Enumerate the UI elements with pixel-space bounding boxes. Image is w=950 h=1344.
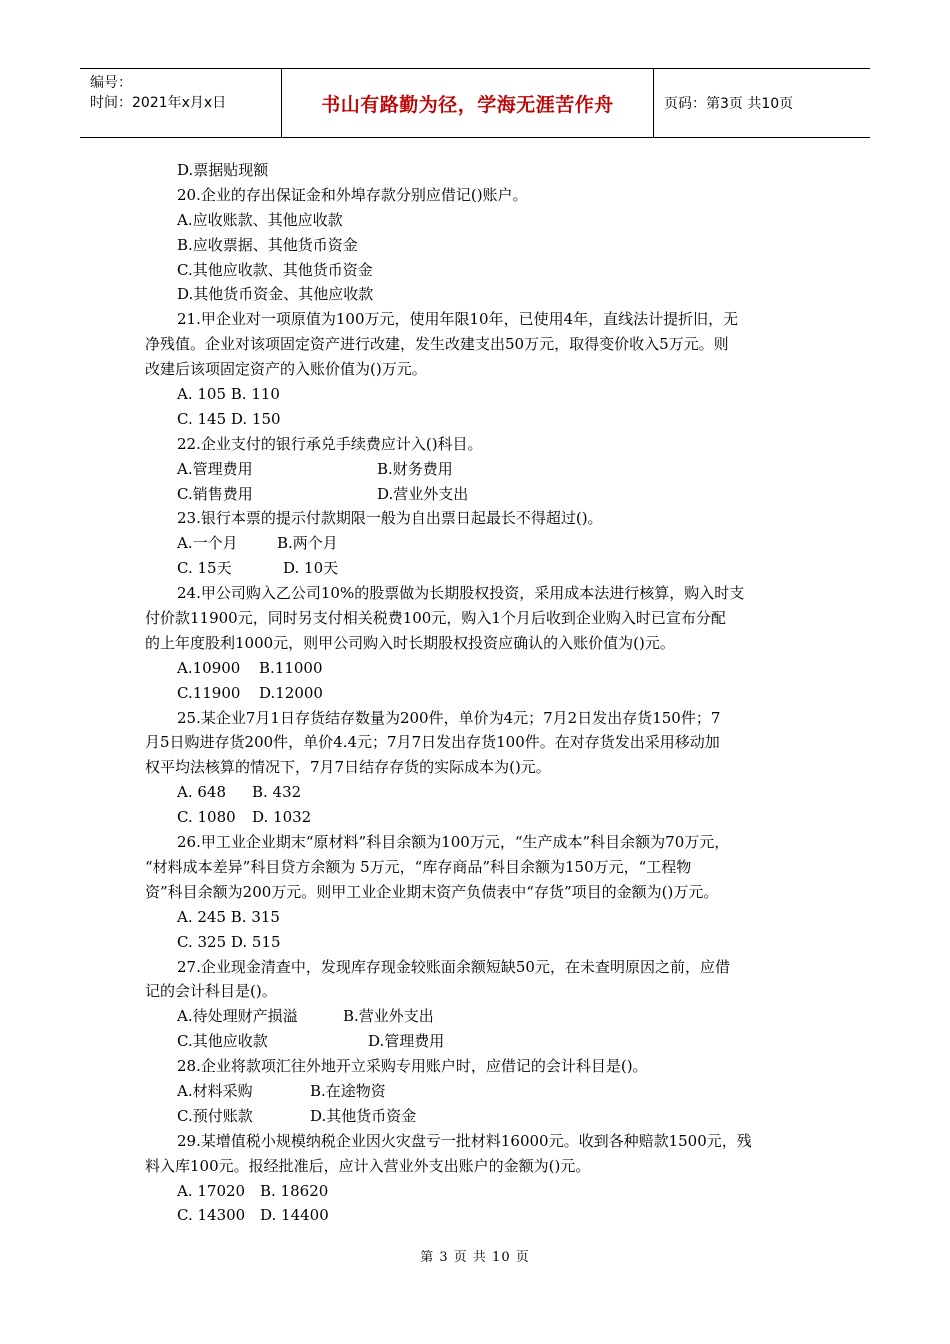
option-line [145, 1104, 811, 1129]
header-info-cell [80, 69, 282, 137]
page-footer: 第 3 页 共 10 页 [420, 1250, 530, 1265]
option-a: A. 17020 [177, 1181, 246, 1200]
header-page-label: 页码：第3页 共10页 [664, 96, 794, 112]
option-line [145, 1004, 811, 1029]
option-line: A. 105 B. 110 [177, 385, 280, 404]
option-line [145, 681, 811, 706]
question-20: 20.企业的存出保证金和外埠存款分别应借记()账户。 [177, 185, 528, 204]
document-body [145, 158, 811, 1228]
option-a: A.材料采购 [177, 1081, 253, 1100]
option-a: A.10900 [177, 658, 241, 677]
question-29: 29.某增值税小规模纳税企业因火灾盘亏一批材料16000元。收到各种赔款1500元，残 [177, 1131, 752, 1150]
option-b: B.两个月 [277, 534, 338, 553]
option-c: C. 15天 [177, 559, 232, 578]
question-21: 21.甲企业对一项原值为100万元，使用年限10年，已使用4年，直线法计提折旧，无 [177, 310, 739, 329]
option-d: D. 1032 [252, 808, 312, 827]
option-c: C. 14300 [177, 1206, 246, 1225]
page-header [80, 68, 870, 138]
option-a: A.一个月 [177, 534, 238, 553]
text-line: 权平均法核算的情况下，7月7日结存存货的实际成本为()元。 [145, 758, 551, 777]
text-line: 记的会计科目是()。 [145, 982, 277, 1001]
text-line: 净残值。企业对该项固定资产进行改建，发生改建支出50万元，取得变价收入5万元。则 [145, 335, 729, 354]
option-line [145, 457, 811, 482]
option-c: C.11900 [177, 683, 241, 702]
option-b: B. 18620 [260, 1181, 329, 1200]
option-d: D. 10天 [283, 559, 339, 578]
option-line [145, 531, 811, 556]
option-line [145, 780, 811, 805]
option-line [145, 1179, 811, 1204]
option-line: A. 245 B. 315 [177, 907, 280, 926]
option-d: D.管理费用 [368, 1032, 445, 1051]
option-line [145, 1029, 811, 1054]
text-line: 资”科目余额为200万元。则甲工业企业期末资产负债表中“存货”项目的金额为()万元。 [145, 882, 719, 901]
option-d: D.营业外支出 [377, 484, 469, 503]
option-d: D. 14400 [260, 1206, 329, 1225]
option-line: D.其他货币资金、其他应收款 [177, 285, 374, 304]
option-b: B. 432 [252, 783, 302, 802]
text-line: 付价款11900元，同时另支付相关税费100元，购入1个月后收到企业购入时已宣布分配 [145, 609, 726, 628]
option-a: A.待处理财产损溢 [177, 1007, 298, 1026]
option-line [145, 556, 811, 581]
option-b: B.营业外支出 [343, 1007, 434, 1026]
option-c: C.其他应收款 [177, 1032, 268, 1051]
question-26: 26.甲工业企业期末“原材料”科目余额为100万元，“生产成本”科目余额为70万元， [177, 833, 730, 852]
text-line: “材料成本差异”科目贷方余额为 5万元，“库存商品”科目余额为150万元，“工程物 [145, 857, 692, 876]
text-line: 的上年度股利1000元，则甲公司购入时长期股权投资应确认的入账价值为()元。 [145, 633, 675, 652]
header-motto: 书山有路勤为径，学海无涯苦作舟 [282, 69, 654, 137]
option-line [145, 1079, 811, 1104]
option-line: C.其他应收款、其他货币资金 [177, 260, 373, 279]
option-a: A.管理费用 [177, 459, 253, 478]
option-b: B.在途物资 [310, 1081, 386, 1100]
option-line [145, 656, 811, 681]
option-b: B.财务费用 [377, 459, 453, 478]
document-number-label: 编号： [90, 75, 132, 91]
question-23: 23.银行本票的提示付款期限一般为自出票日起最长不得超过()。 [177, 509, 603, 528]
question-28: 28.企业将款项汇往外地开立采购专用账户时，应借记的会计科目是()。 [177, 1057, 648, 1076]
question-24: 24.甲公司购入乙公司10%的股票做为长期股权投资，采用成本法进行核算，购入时支 [177, 584, 745, 603]
option-d: D.其他货币资金 [310, 1106, 417, 1125]
option-c: C.预付账款 [177, 1106, 253, 1125]
option-line: C. 325 D. 515 [177, 932, 281, 951]
option-line: C. 145 D. 150 [177, 409, 281, 428]
option-line: A.应收账款、其他应收款 [177, 210, 343, 229]
option-line [145, 1203, 811, 1228]
option-line: B.应收票据、其他货币资金 [177, 235, 358, 254]
question-27: 27.企业现金清查中，发现库存现金较账面余额短缺50元，在未查明原因之前，应借 [177, 957, 730, 976]
option-d: D.12000 [259, 683, 323, 702]
text-line: 改建后该项固定资产的入账价值为()万元。 [145, 360, 427, 379]
question-25: 25.某企业7月1日存货结存数量为200件，单价为4元；7月2日发出存货150件；7 [177, 708, 721, 727]
question-22: 22.企业支付的银行承兑手续费应计入()科目。 [177, 434, 483, 453]
option-line [145, 805, 811, 830]
option-c: C. 1080 [177, 808, 236, 827]
text-line: 月5日购进存货200件，单价4.4元；7月7日发出存货100件。在对存货发出采用移动加 [145, 733, 720, 752]
option-a: A. 648 [177, 783, 226, 802]
document-date-label: 时间：2021年x月x日 [90, 95, 227, 111]
option-c: C.销售费用 [177, 484, 253, 503]
option-line [145, 482, 811, 507]
text-line: D.票据贴现额 [177, 161, 269, 179]
text-line: 料入库100元。报经批准后，应计入营业外支出账户的金额为()元。 [145, 1156, 591, 1175]
option-b: B.11000 [259, 658, 323, 677]
